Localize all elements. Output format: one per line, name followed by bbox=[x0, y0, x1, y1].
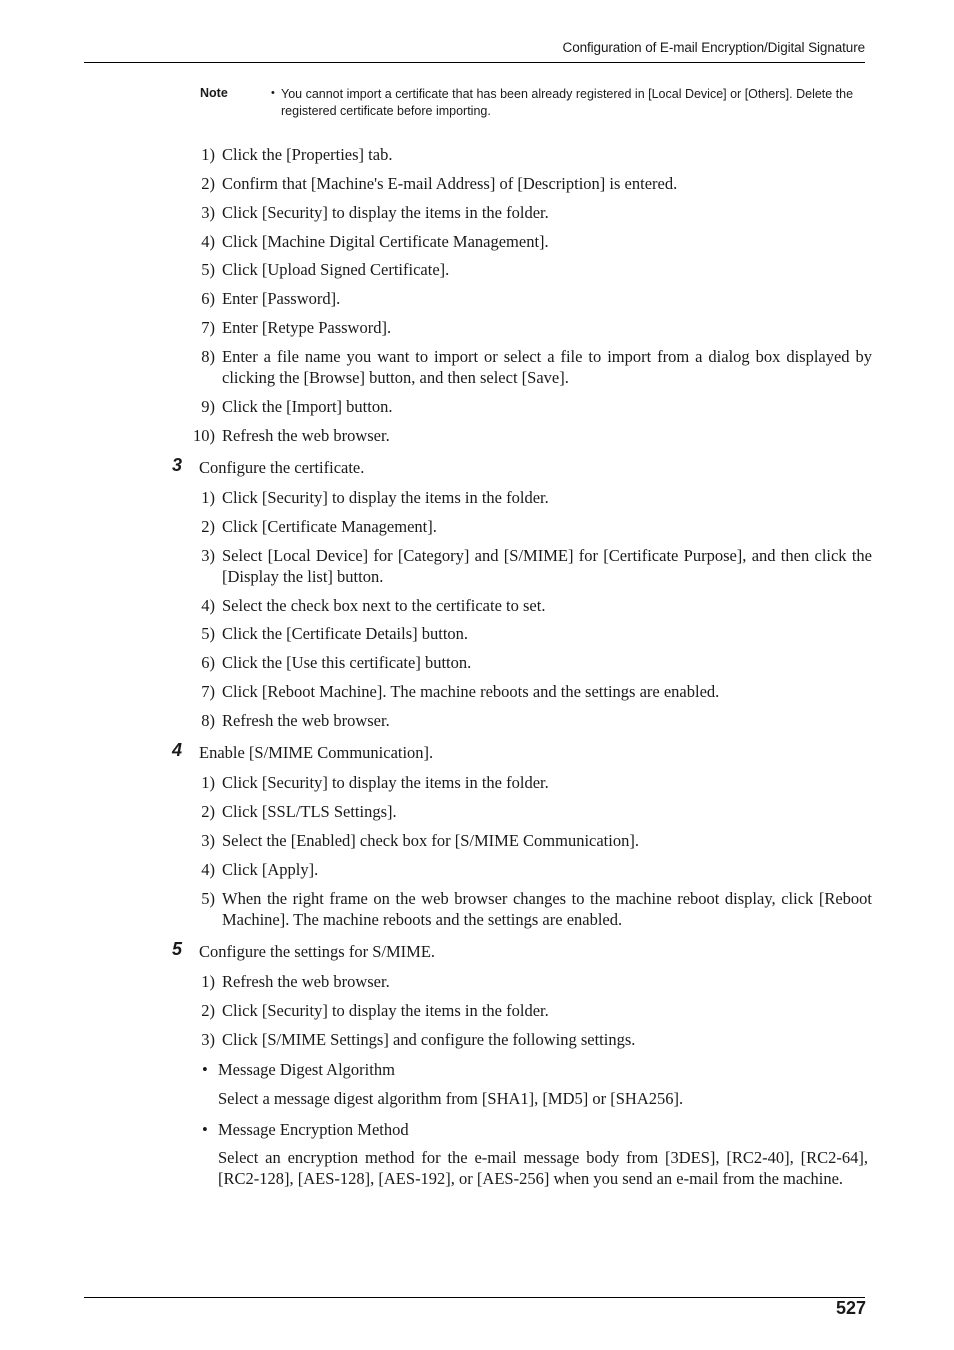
substep-number: 7) bbox=[201, 318, 215, 337]
substep-number: 3) bbox=[201, 203, 215, 222]
note-label: Note bbox=[200, 86, 228, 100]
substep-text: Click [Security] to display the items in the folder. bbox=[222, 773, 549, 792]
substep-text: Click [Upload Signed Certificate]. bbox=[222, 260, 450, 279]
substep-number: 5) bbox=[201, 889, 215, 908]
step-number: 4 bbox=[172, 740, 183, 760]
substep-number: 8) bbox=[201, 347, 215, 366]
substep-text: When the right frame on the web browser changes to the machine reboot display, click [Reboot Machine]. The machine reboots and the settings are enabled. bbox=[222, 889, 872, 929]
substep-number: 2) bbox=[201, 517, 215, 536]
note-text: You cannot import a certificate that has been already registered in [Local Device] or [Others]. Delete the registered certificate before importing. bbox=[281, 87, 854, 118]
substep-number: 3) bbox=[201, 831, 215, 850]
substep-text: Enter [Password]. bbox=[222, 289, 341, 308]
substep-text: Click [S/MIME Settings] and configure the following settings. bbox=[222, 1030, 636, 1049]
bullet-title: Message Encryption Method bbox=[218, 1120, 409, 1139]
substep-text: Enter a file name you want to import or select a file to import from a dialog box displayed by clicking the [Browse] button, and then select [Save]. bbox=[222, 347, 872, 387]
step-title: Configure the settings for S/MIME. bbox=[199, 942, 436, 961]
substep-text: Refresh the web browser. bbox=[222, 972, 390, 991]
substep-number: 4) bbox=[201, 860, 215, 879]
substep-number: 2) bbox=[201, 174, 215, 193]
substep-number: 1) bbox=[201, 145, 215, 164]
substep-number: 7) bbox=[201, 682, 215, 701]
header-title: Configuration of E-mail Encryption/Digital Signature bbox=[562, 40, 865, 55]
substep-text: Click [Apply]. bbox=[222, 860, 319, 879]
substep-number: 5) bbox=[201, 624, 215, 643]
bullet-marker: • bbox=[202, 1060, 208, 1079]
substep-number: 10) bbox=[193, 426, 215, 445]
substep-number: 5) bbox=[201, 260, 215, 279]
page-number: 527 bbox=[835, 1298, 866, 1318]
substep-number: 9) bbox=[201, 397, 215, 416]
substep-text: Select the [Enabled] check box for [S/MIME Communication]. bbox=[222, 831, 639, 850]
substep-text: Click [Reboot Machine]. The machine reboots and the settings are enabled. bbox=[222, 682, 720, 701]
substep-number: 1) bbox=[201, 972, 215, 991]
bullet-title: Message Digest Algorithm bbox=[218, 1060, 395, 1079]
substep-text: Select the check box next to the certificate to set. bbox=[222, 596, 546, 615]
substep-text: Click [Security] to display the items in the folder. bbox=[222, 488, 549, 507]
substep-text: Click the [Import] button. bbox=[222, 397, 393, 416]
substep-number: 3) bbox=[201, 546, 215, 565]
substep-number: 1) bbox=[201, 488, 215, 507]
substep-number: 8) bbox=[201, 711, 215, 730]
substep-text: Refresh the web browser. bbox=[222, 711, 390, 730]
substep-number: 2) bbox=[201, 1001, 215, 1020]
substep-number: 3) bbox=[201, 1030, 215, 1049]
header-rule bbox=[84, 62, 865, 63]
substep-number: 2) bbox=[201, 802, 215, 821]
substep-text: Click [SSL/TLS Settings]. bbox=[222, 802, 397, 821]
substep-text: Refresh the web browser. bbox=[222, 426, 390, 445]
substep-number: 6) bbox=[201, 289, 215, 308]
substep-text: Click the [Properties] tab. bbox=[222, 145, 393, 164]
substep-number: 6) bbox=[201, 653, 215, 672]
bullet-description: Select an encryption method for the e-mail message body from [3DES], [RC2-40], [RC2-64], [RC2-128], [AES-128], [AES-192], or [AES-256] when you send an e-mail from the machine. bbox=[218, 1148, 868, 1188]
substep-text: Click [Security] to display the items in the folder. bbox=[222, 203, 549, 222]
substep-text: Click [Security] to display the items in the folder. bbox=[222, 1001, 549, 1020]
substep-number: 4) bbox=[201, 232, 215, 251]
bullet-marker: • bbox=[202, 1120, 208, 1139]
step-number: 5 bbox=[172, 939, 183, 959]
substep-number: 1) bbox=[201, 773, 215, 792]
substep-text: Enter [Retype Password]. bbox=[222, 318, 392, 337]
substep-text: Select [Local Device] for [Category] and [S/MIME] for [Certificate Purpose], and then click the [Display the list] button. bbox=[222, 546, 872, 586]
substep-text: Click the [Certificate Details] button. bbox=[222, 624, 469, 643]
bullet-description: Select a message digest algorithm from [SHA1], [MD5] or [SHA256]. bbox=[218, 1089, 684, 1108]
substep-text: Click [Machine Digital Certificate Management]. bbox=[222, 232, 549, 251]
step-title: Configure the certificate. bbox=[199, 458, 365, 477]
substep-text: Click [Certificate Management]. bbox=[222, 517, 437, 536]
note-bullet: • bbox=[271, 87, 275, 99]
substep-text: Confirm that [Machine's E-mail Address] of [Description] is entered. bbox=[222, 174, 678, 193]
substep-text: Click the [Use this certificate] button. bbox=[222, 653, 472, 672]
substep-number: 4) bbox=[201, 596, 215, 615]
footer-rule bbox=[84, 1297, 865, 1298]
step-title: Enable [S/MIME Communication]. bbox=[199, 743, 434, 762]
step-number: 3 bbox=[172, 455, 183, 475]
